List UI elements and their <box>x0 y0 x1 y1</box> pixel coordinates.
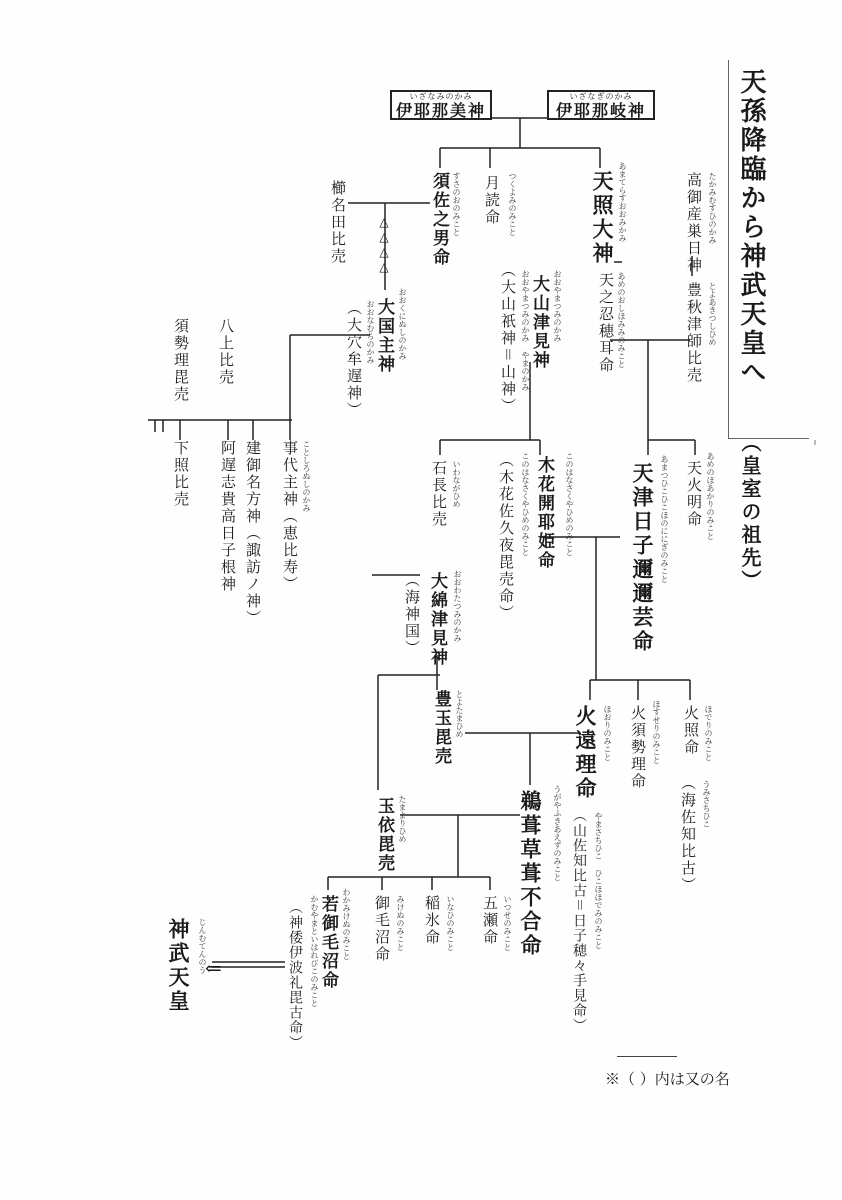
jimmu: 神武天皇 <box>166 918 191 1014</box>
watatsumi-alt: （海神国） <box>403 572 421 657</box>
page-title: 天孫降臨から神武天皇へ <box>736 68 766 387</box>
ninigi: 天津日子邇邇芸命 <box>630 462 655 654</box>
arrow-left-icon: ⇐ <box>205 956 222 980</box>
ugaya: 鵜葺草葺不合命 <box>518 790 543 958</box>
toyoakitsushi: 豊秋津師比売 <box>685 282 703 384</box>
suseri: 須勢理毘売 <box>172 318 190 403</box>
hoori: 火遠理命 <box>573 705 598 801</box>
hoderi-alt: （海佐知比古） <box>679 775 697 894</box>
toyotama: 豊玉毘売 <box>431 690 451 766</box>
genealogy-page: 天孫降臨から神武天皇へ （皇室の祖先） いざなみのかみ 伊耶那美神 いざなぎのかみ 伊耶那岐神 たかみむすひのかみ 高御産巣日神 とよあきつしひめ 豊秋津師比売 あまてらすおおみかみ 天照大神 あめのおしほみみのみこと 天之忍穂耳命 つくよみのみこと 月読命 すさのおのみこと 須佐之男命 櫛名田比売 △△△△ おおくにぬしのかみ 大国主神 おおなむちのかみ （大穴牟遅神） おおやまつみのかみ 大山津見神 おおやまつみのかみ やまのかみ （大山祇神＝山神） あめのほあかりのみこと 天火明命 あまつひこひこほのににぎのみこと 天津日子邇邇芸命 このはなさくやひめのみこと 木花開耶姫命 このはなさくやひめのみこと （木花佐久夜毘売命） いわながひめ 石長比売 八上比売 須勢理毘売 下照比売 ことしろぬしのかみ 事代主神（恵比寿） 建御名方神（諏訪ノ神） 阿遅志貴高日子根神 おおわたつみのかみ 大綿津見神 （海神国） ほでりのみこと 火照命 うみさちひこ （海佐知比古） ほすせりのみこと 火須勢理命 ほおりのみこと 火遠理命 やまさちひこ ひこほほでみのみこと （山佐知比古＝日子穂々手見命） とよたまひめ 豊玉毘売 うがやふきあえずのみこと 鵜葺草葺不合命 たまよりひめ 玉依毘売 いつせのみこと 五瀬命 いなひのみこと 稲氷命 みけぬのみこと 御毛沼命 わかみけぬのみこと 若御毛沼命 かむやまといはれびこのみこと （神倭伊波礼毘古命） ⇐ じんむてんのう 神武天皇 ※（ ）内は又の名 <box>0 0 842 1200</box>
page-subtitle: （皇室の祖先） <box>738 432 762 593</box>
watatsumi: 大綿津見神 <box>427 572 447 667</box>
inahi: 稲氷命 <box>423 895 441 946</box>
amaterasu: 天照大神 <box>590 170 615 266</box>
hosuseri: 火須勢理命 <box>629 705 647 790</box>
izanami-box: いざなみのかみ 伊耶那美神 <box>390 90 492 120</box>
susanoo: 須佐之男命 <box>429 172 449 267</box>
tsukuyomi: 月読命 <box>483 175 501 226</box>
note-rule <box>617 1056 677 1057</box>
oshihomimi: 天之忍穂耳命 <box>597 272 615 374</box>
wakamikenu: 若御毛沼命 <box>318 895 338 990</box>
takamimusubi: 高御産巣日神 <box>685 172 703 274</box>
ajisuki: 阿遅志貴高日子根神 <box>219 440 237 593</box>
izanagi-box: いざなぎのかみ 伊耶那岐神 <box>547 90 655 120</box>
hoori-alt: （山佐知比古＝日子穂々手見命） <box>571 808 587 1033</box>
takeminakata: 建御名方神（諏訪ノ神） <box>244 440 262 627</box>
itsuse: 五瀬命 <box>481 895 499 946</box>
yagami: 八上比売 <box>217 318 235 386</box>
onamuji: （大穴牟遅神） <box>345 300 363 419</box>
tamayori: 玉依毘売 <box>374 797 394 873</box>
generations-marker: △△△△ <box>377 215 391 275</box>
shitateru: 下照比売 <box>172 440 190 508</box>
okuninushi: 大国主神 <box>374 298 394 374</box>
footnote: ※（ ）内は又の名 <box>605 1070 730 1088</box>
honoakari: 天火明命 <box>685 460 703 528</box>
wakamikenu-alt: （神倭伊波礼毘古命） <box>287 900 303 1050</box>
konohana: 木花開耶姫命 <box>534 456 554 570</box>
mikenu: 御毛沼命 <box>373 895 391 963</box>
iwanaga: 石長比売 <box>430 460 448 528</box>
konohana-alt: （木花佐久夜毘売命） <box>497 452 515 622</box>
kotoshironushi: 事代主神（恵比寿） <box>281 440 299 593</box>
hoderi: 火照命 <box>682 705 700 756</box>
kushinada: 櫛名田比売 <box>329 180 347 265</box>
oyamatsumi-alt: （大山祇神＝山神） <box>499 262 517 415</box>
oyamatsumi: 大山津見神 <box>529 275 549 370</box>
